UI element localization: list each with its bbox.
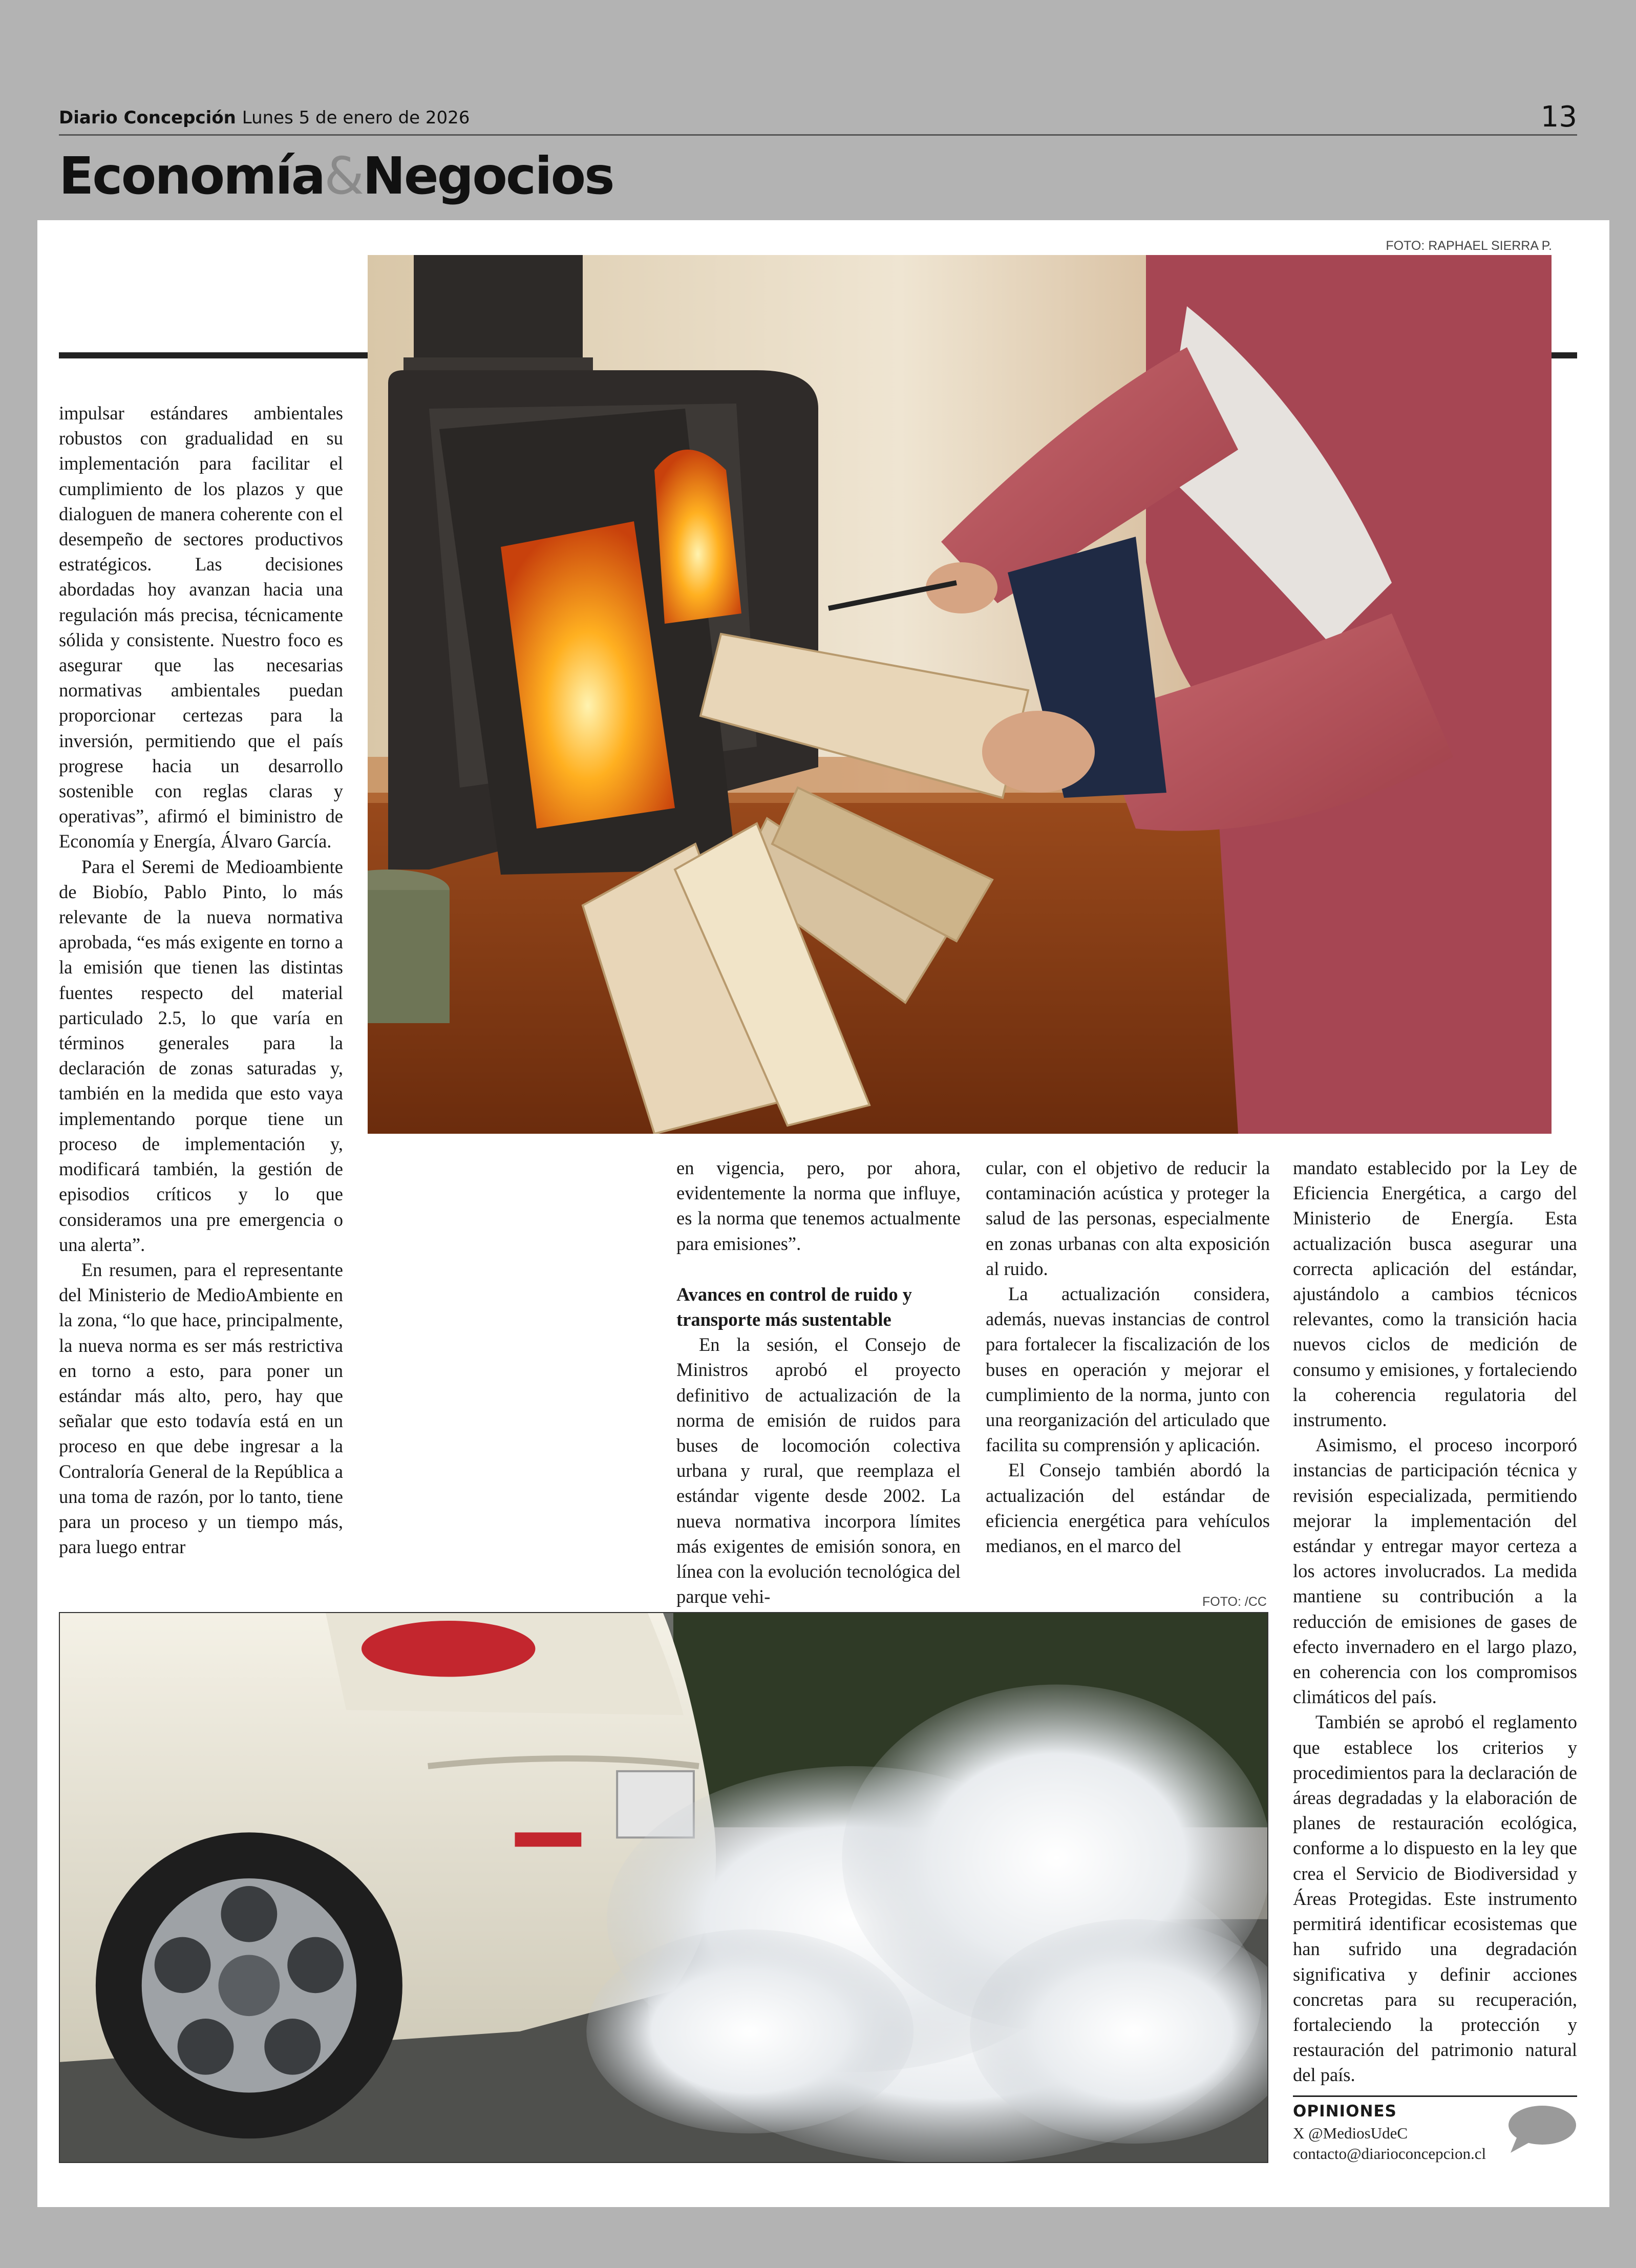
column-1-paragraph-3: En resumen, para el representante del Ministerio de MedioAmbiente en la zona, “lo que hace, principalmente, la nueva norma es ser más restrictiva en torno a esto, para poner un estándar más alto, pero, hay que señalar que esto todavía está en un proceso en que debe ingresar a la Contraloría General de la República a una toma de razón, por lo tanto, tiene para un proceso y un tiempo más, para luego entrar [59, 1259, 343, 1558]
newspaper-name: Diario Concepción [59, 108, 236, 128]
article-column-4 [1293, 1155, 1577, 2088]
stove-photo-illustration [368, 255, 1552, 1134]
column-top-rule-left [59, 352, 372, 358]
section-title [59, 146, 613, 206]
article-column-3 [986, 1155, 1270, 1558]
opinions-divider [1293, 2095, 1577, 2097]
article-column-2 [676, 1155, 961, 1609]
column-top-rule-right [1550, 352, 1577, 358]
section-title-ampersand: & [324, 146, 363, 206]
issue-date: Lunes 5 de enero de 2026 [242, 108, 470, 128]
column-4-paragraph-1: mandato establecido por la Ley de Eficiencia Energética, a cargo del Ministerio de Energía. Esta actualización busca asegurar una correcta aplicación del estándar, ajustándolo a cambios técnicos relevantes, como la transición hacia nuevos ciclos de medición de consumo y emisiones, y fortaleciendo la coherencia regulatoria del instrumento. [1293, 1157, 1577, 1431]
stove-photo [368, 255, 1552, 1134]
speech-bubble-icon [1506, 2105, 1576, 2154]
column-4-paragraph-3: También se aprobó el reglamento que establece los criterios y procedimientos para la declaración de áreas degradadas y la elaboración de planes de restauración ecológica, conforme a lo dispuesto en la ley que crea el Servicio de Biodiversidad y Áreas Protegidas. Este instrumento permitirá identificar ecosistemas que han sufrido una degradación significativa y definir acciones concretas para su recuperación, fortaleciendo la protección y restauración del patrimonio natural del país. [1293, 1711, 1577, 2086]
car-exhaust-photo-illustration [60, 1613, 1267, 2162]
opinions-title: OPINIONES [1293, 2102, 1397, 2121]
section-title-part2: Negocios [363, 146, 613, 206]
top-photo-credit: FOTO: RAPHAEL SIERRA P. [1386, 239, 1552, 253]
page-number: 13 [1540, 100, 1577, 134]
opinions-twitter[interactable]: X @MediosUdeC [1293, 2124, 1408, 2142]
masthead-line [59, 108, 470, 128]
column-3-paragraph-2: La actualización considera, además, nuevas instancias de control para fortalecer la fiscalización de los buses en operación y mejorar el cumplimiento de la norma, junto con una reorganización del articulado que facilita su comprensión y aplicación. [986, 1283, 1270, 1456]
bottom-photo-credit: FOTO: /CC [1202, 1595, 1267, 1609]
column-3-paragraph-1: cular, con el objetivo de reducir la contaminación acústica y proteger la salud de las personas, especialmente en zonas urbanas con alta exposición al ruido. [986, 1157, 1270, 1279]
column-2-subheading: Avances en control de ruido y transporte más sustentable [676, 1283, 912, 1330]
column-4-paragraph-2: Asimismo, el proceso incorporó instancias de participación técnica y revisión especializada, permitiendo mejorar la implementación del estándar y entregar mayor certeza a los actores involucrados. La medida mantiene su contribución a la reducción de emisiones de gases de efecto invernadero en el largo plazo, en coherencia con los compromisos climáticos del país. [1293, 1434, 1577, 1708]
article-column-1 [59, 400, 343, 1559]
section-title-part1: Economía [59, 146, 325, 206]
masthead-divider [59, 134, 1577, 136]
car-exhaust-photo [59, 1612, 1268, 2163]
column-1-paragraph-1: impulsar estándares ambientales robustos con gradualidad en su implementación para facilitar el cumplimiento de los plazos y que dialoguen de manera coherente con el desempeño de sectores productivos estratégicos. Las decisiones abordadas hoy avanzan hacia una regulación más precisa, técnicamente sólida y consistente. Nuestro foco es asegurar que las necesarias normativas ambientales puedan proporcionar certezas para la inversión, permitiendo que el país progrese hacia un desarrollo sostenible con reglas claras y operativas”, afirmó el biministro de Economía y Energía, Álvaro García. [59, 402, 343, 852]
opinions-email[interactable]: contacto@diarioconcepcion.cl [1293, 2145, 1486, 2163]
column-3-paragraph-3: El Consejo también abordó la actualización del estándar de eficiencia energética para vehículos medianos, en el marco del [986, 1459, 1270, 1557]
column-1-paragraph-2: Para el Seremi de Medioambiente de Biobío, Pablo Pinto, lo más relevante de la nueva normativa aprobada, “es más exigente en torno a la emisión que tienen las distintas fuentes respecto del material particulado 2.5, lo que varía en términos generales para la declaración de zonas saturadas y, también en la medida que esto vaya implementando porque tiene un proceso de implementación y, modificará también, la gestión de episodios críticos y lo que consideramos una pre emergencia o una alerta”. [59, 856, 343, 1255]
column-2-paragraph-2: En la sesión, el Consejo de Ministros aprobó el proyecto definitivo de actualización de la norma de emisión de ruidos para buses de locomoción colectiva urbana y rural, que reemplaza el estándar vigente desde 2002. La nueva normativa incorpora límites más exigentes de emisión sonora, en línea con la evolución tecnológica del parque vehi- [676, 1334, 961, 1607]
column-2-paragraph-1: en vigencia, pero, por ahora, evidentemente la norma que influye, es la norma que tenemos actualmente para emisiones”. [676, 1157, 961, 1254]
